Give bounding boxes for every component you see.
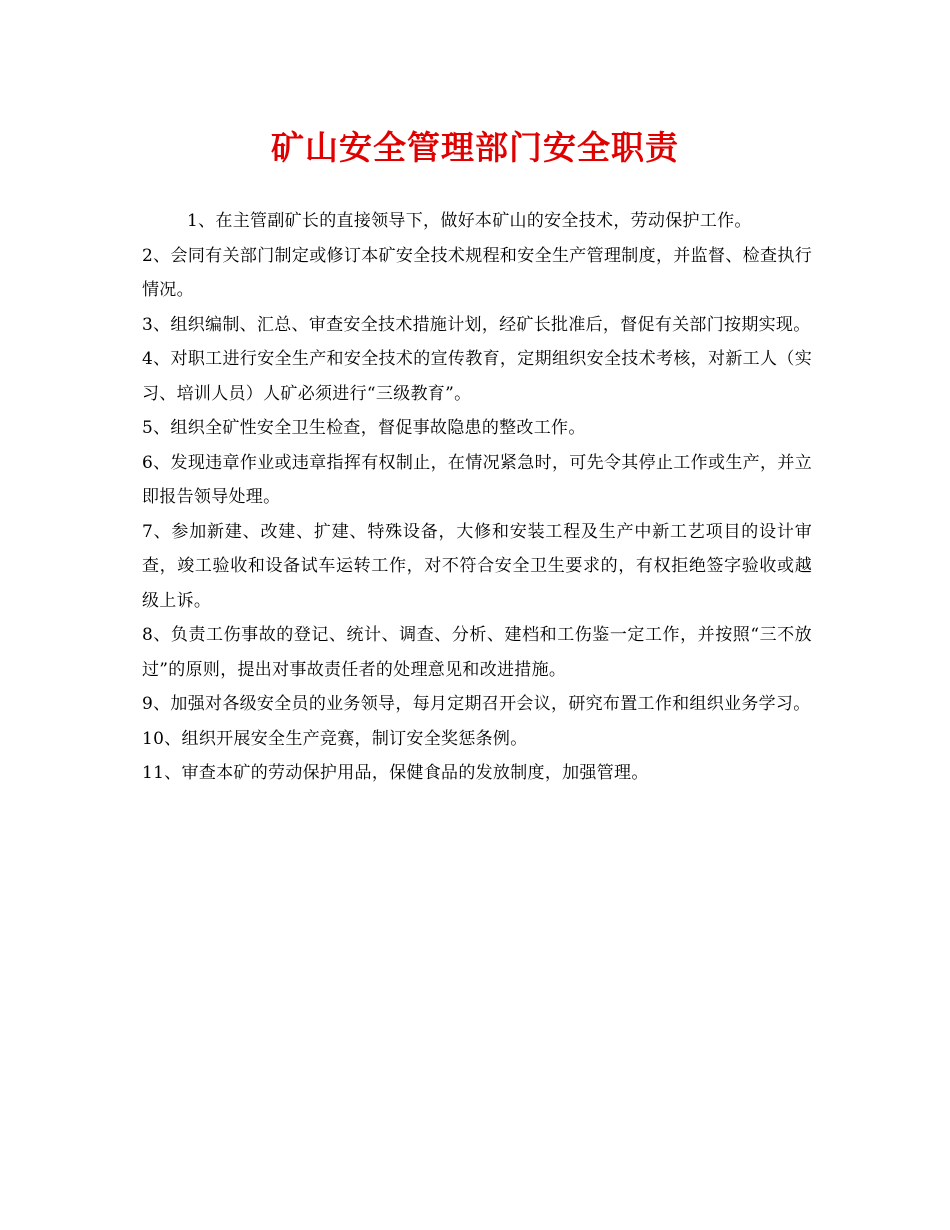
paragraph-4: 4、对职工进行安全生产和安全技术的宣传教育，定期组织安全技术考核，对新工人（实习、培训人员）人矿必须进行“三级教育”。 xyxy=(142,349,812,404)
document-title: 矿山安全管理部门安全职责 xyxy=(271,128,679,167)
paragraph-6: 6、发现违章作业或违章指挥有权制止，在情况紧急时，可先令其停止工作或生产，并立即报告领导处理。 xyxy=(142,452,812,507)
document-body xyxy=(142,204,812,791)
paragraph-8: 8、负责工伤事故的登记、统计、调查、分析、建档和工伤鉴一定工作，并按照“三不放过”的原则，提出对事故责任者的处理意见和改进措施。 xyxy=(142,625,812,680)
paragraph-5: 5、组织全矿性安全卫生检查，督促事故隐患的整改工作。 xyxy=(142,418,586,438)
paragraph-9: 9、加强对各级安全员的业务领导，每月定期召开会议，研究布置工作和组织业务学习。 xyxy=(142,694,811,714)
paragraph-10: 10、组织开展安全生产竞赛，制订安全奖惩条例。 xyxy=(142,728,528,749)
paragraph-3: 3、组织编制、汇总、审查安全技术措施计划，经矿长批准后，督促有关部门按期实现。 xyxy=(142,314,811,335)
paragraph-1: 1、在主管副矿长的直接领导下，做好本矿山的安全技术，劳动保护工作。 xyxy=(187,211,752,231)
paragraph-11: 11、审查本矿的劳动保护用品，保健食品的发放制度，加强管理。 xyxy=(142,763,649,783)
paragraph-2: 2、会同有关部门制定或修订本矿安全技术规程和安全生产管理制度，并监督、检查执行情况。 xyxy=(142,245,812,300)
paragraph-7: 7、参加新建、改建、扩建、特殊设备，大修和安装工程及生产中新工艺项目的设计审查，竣工验收和设备试车运转工作，对不符合安全卫生要求的，有权拒绝签字验收或越级上诉。 xyxy=(142,521,812,611)
